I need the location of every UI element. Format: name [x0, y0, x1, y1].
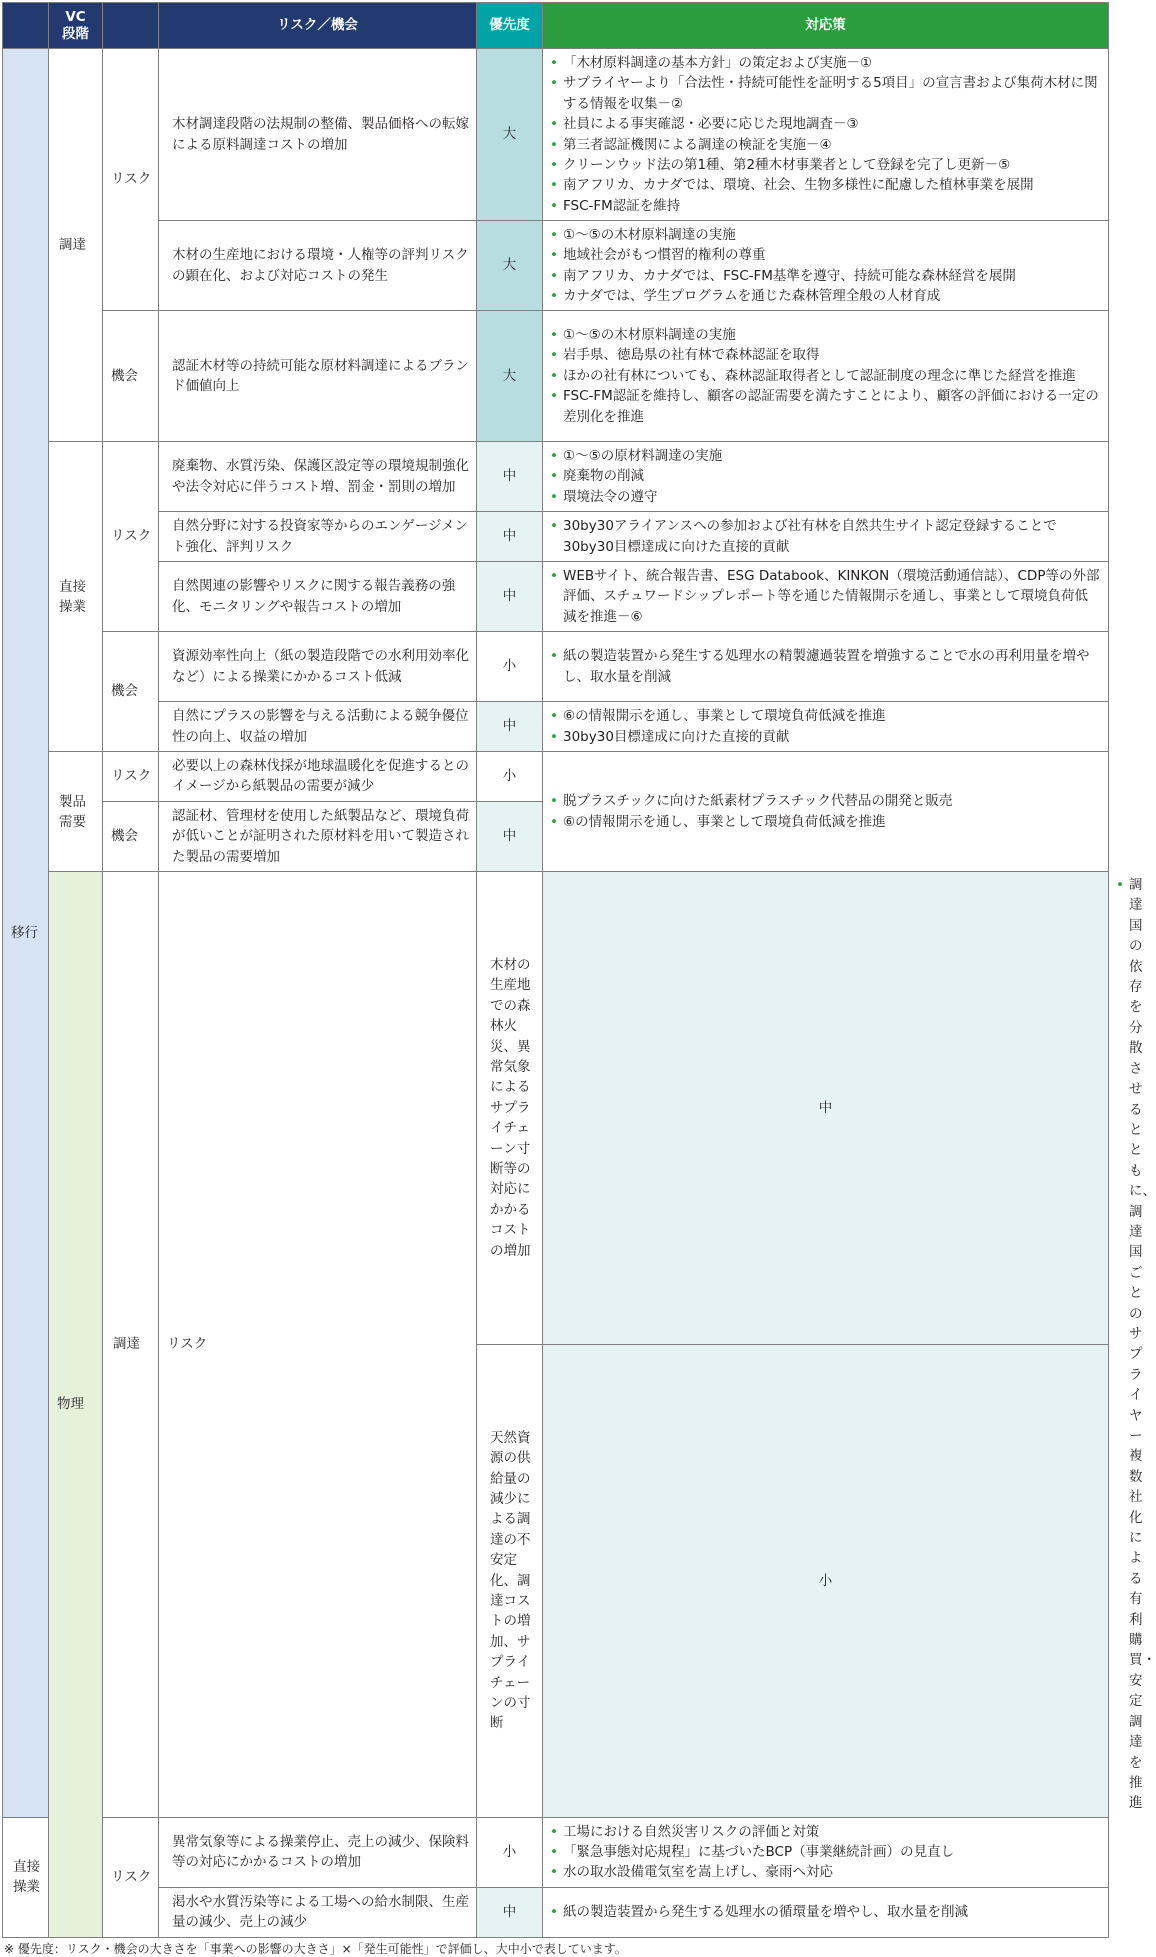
kind-opportunity: 機会: [103, 801, 159, 871]
measure-item: • 水の取水設備電気室を嵩上げし、豪雨へ対応: [550, 1862, 1100, 1882]
measure-item: • ほかの社有林についても、森林認証取得者として認証制度の理念に準じた経営を推進: [550, 366, 1100, 386]
measure-item: • ①～⑤の原材料調達の実施: [550, 446, 1100, 466]
measures-cell: [543, 632, 1109, 702]
measure-item: • 30by30目標達成に向けた直接的貢献: [550, 727, 1100, 747]
risk-text: 木材の生産地での森林火災、異常気象によるサプライチェーン寸断等の対応にかかるコストの増加: [477, 872, 543, 1345]
kind-risk: リスク: [103, 1817, 159, 1937]
stage-procurement: 調達: [103, 872, 159, 1818]
kind-opportunity: 機会: [103, 632, 159, 752]
measure-item: • 30by30アライアンスへの参加および社有林を自然共生サイト認定登録することで30by30目標達成に向けた直接的貢献: [550, 516, 1100, 557]
measure-item: • ①～⑤の木材原料調達の実施: [550, 325, 1100, 345]
table-header-row: [3, 3, 1109, 49]
table-row: [3, 512, 1109, 562]
risk-text: 渇水や水質汚染等による工場への給水制限、生産量の減少、売上の減少: [159, 1887, 477, 1937]
measure-item: • 紙の製造装置から発生する処理水の循環量を増やし、取水量を削減: [550, 1902, 1100, 1922]
kind-risk: リスク: [103, 752, 159, 802]
measures-list: [550, 791, 1100, 832]
kind-opportunity: 機会: [103, 311, 159, 442]
opportunity-text: 認証材、管理材を使用した紙製品など、環境負荷が低いことが証明された原材料を用いて製造された製品の需要増加: [159, 801, 477, 871]
measure-item: • 工場における自然災害リスクの評価と対策: [550, 1822, 1100, 1842]
risk-text: 木材調達段階の法規制の整備、製品価格への転嫁による原料調達コストの増加: [159, 49, 477, 221]
measure-item: • 社員による事実確認・必要に応じた現地調査－③: [550, 114, 1100, 134]
table-row: [3, 562, 1109, 632]
measures-cell: [543, 702, 1109, 752]
priority-cell: 大: [477, 221, 543, 311]
category-physical: 物理: [49, 872, 103, 1938]
kind-risk: リスク: [103, 442, 159, 632]
measure-item: • クリーンウッド法の第1種、第2種木材事業者として登録を完了し更新－⑤: [550, 155, 1100, 175]
measure-item: • 環境法令の遵守: [550, 487, 1100, 507]
header-category: [3, 3, 49, 49]
measure-item: • 脱プラスチックに向けた紙素材プラスチック代替品の開発と販売: [550, 791, 1100, 811]
priority-cell: 小: [477, 752, 543, 802]
opportunity-text: 自然にプラスの影響を与える活動による競争優位性の向上、収益の増加: [159, 702, 477, 752]
stage-direct-operations: 直接 操業: [49, 442, 103, 752]
measure-item: • 南アフリカ、カナダでは、FSC-FM基準を遵守、持続可能な森林経営を展開: [550, 266, 1100, 286]
risk-text: 自然分野に対する投資家等からのエンゲージメント強化、評判リスク: [159, 512, 477, 562]
measure-item: • 地域社会がもつ慣習的権利の尊重: [550, 245, 1100, 265]
header-measures: 対応策: [543, 3, 1109, 49]
measure-item: • 第三者認証機関による調達の検証を実施－④: [550, 135, 1100, 155]
header-kind: [103, 3, 159, 49]
risk-text: 廃棄物、水質汚染、保護区設定等の環境規制強化や法令対応に伴うコスト増、罰金・罰則の増加: [159, 442, 477, 512]
priority-cell: 中: [477, 442, 543, 512]
footnote: ※ 優先度：リスク・機会の大きさを「事業への影響の大きさ」×「発生可能性」で評価し、大中小で表しています。: [4, 1941, 627, 1956]
table-row: [3, 1887, 1109, 1937]
measures-list: [550, 225, 1100, 307]
measure-item: • 岩手県、徳島県の社有林で森林認証を取得: [550, 345, 1100, 365]
measures-cell: [543, 221, 1109, 311]
measure-item: • 調達国の依存を分散させるとともに、調達国ごとのサプライヤー複数社化による有利購買・安定調達を推進: [1116, 875, 1129, 1814]
table-row: [3, 872, 1109, 1345]
measures-cell: [543, 512, 1109, 562]
measures-cell: [543, 49, 1109, 221]
risk-opportunity-table: [2, 2, 1156, 1938]
risk-text: 木材の生産地における環境・人権等の評判リスクの顕在化、および対応コストの発生: [159, 221, 477, 311]
measure-item: • 紙の製造装置から発生する処理水の精製濾過装置を増強することで水の再利用量を増やし、取水量を削減: [550, 646, 1100, 687]
header-vc-stage: VC 段階: [49, 3, 103, 49]
kind-risk: リスク: [103, 49, 159, 311]
measures-list: [550, 1902, 1100, 1922]
header-priority: 優先度: [477, 3, 543, 49]
table-row: [3, 752, 1109, 802]
header-risk-opportunity: リスク／機会: [159, 3, 477, 49]
stage-product-demand: 製品 需要: [49, 752, 103, 872]
priority-cell: 中: [477, 702, 543, 752]
table-row: [3, 221, 1109, 311]
stage-direct-operations: 直接 操業: [3, 1817, 49, 1937]
measure-item: • WEBサイト、統合報告書、ESG Databook、KINKON（環境活動通信誌）、CDP等の外部評価、スチュワードシップレポート等を通じた情報開示を通し、事業として環境負荷低減を推進－⑥: [550, 566, 1100, 627]
measures-list: [550, 646, 1100, 687]
measures-list: [550, 566, 1100, 627]
stage-procurement: 調達: [49, 49, 103, 442]
measure-item: • サプライヤーより「合法性・持続可能性を証明する5項目」の宣言書および集荷木材に関する情報を収集－②: [550, 73, 1100, 114]
measures-list: [550, 516, 1100, 557]
measures-list: [550, 325, 1100, 427]
measure-item: • ⑥の情報開示を通し、事業として環境負荷低減を推進: [550, 706, 1100, 726]
measures-list: [550, 446, 1100, 507]
category-transition: 移行: [3, 49, 49, 1818]
table-row: [3, 702, 1109, 752]
priority-cell: 中: [477, 562, 543, 632]
measures-list: [550, 53, 1100, 216]
table-row: [3, 632, 1109, 702]
measures-cell: [543, 311, 1109, 442]
priority-cell: 中: [477, 801, 543, 871]
opportunity-text: 認証木材等の持続可能な原材料調達によるブランド価値向上: [159, 311, 477, 442]
table-row: [3, 1817, 1109, 1887]
table-row: [3, 49, 1109, 221]
risk-text: 天然資源の供給量の減少による調達の不安定化、調達コストの増加、サプライチェーンの寸断: [477, 1344, 543, 1817]
measures-cell: [543, 1817, 1109, 1887]
measure-item: • ①～⑤の木材原料調達の実施: [550, 225, 1100, 245]
measure-item: • FSC-FM認証を維持し、顧客の認証需要を満たすことにより、顧客の評価における一定の差別化を推進: [550, 386, 1100, 427]
table-row: [3, 442, 1109, 512]
measure-item: • 廃棄物の削減: [550, 466, 1100, 486]
measure-item: • 「緊急事態対応規程」に基づいたBCP（事業継続計画）の見直し: [550, 1842, 1100, 1862]
risk-text: 異常気象等による操業停止、売上の減少、保険料等の対応にかかるコストの増加: [159, 1817, 477, 1887]
priority-cell: 中: [543, 872, 1109, 1345]
measures-list: [550, 706, 1100, 747]
measures-list: [550, 1822, 1100, 1883]
priority-cell: 大: [477, 49, 543, 221]
measure-item: • FSC-FM認証を維持: [550, 196, 1100, 216]
measures-cell: [543, 1887, 1109, 1937]
measure-item: • 南アフリカ、カナダでは、環境、社会、生物多様性に配慮した植林事業を展開: [550, 175, 1100, 195]
risk-text: 自然関連の影響やリスクに関する報告義務の強化、モニタリングや報告コストの増加: [159, 562, 477, 632]
priority-cell: 大: [477, 311, 543, 442]
measures-cell: [543, 752, 1109, 872]
kind-risk: リスク: [159, 872, 477, 1818]
measure-item: • ⑥の情報開示を通し、事業として環境負荷低減を推進: [550, 812, 1100, 832]
opportunity-text: 資源効率性向上（紙の製造段階での水利用効率化など）による操業にかかるコスト低減: [159, 632, 477, 702]
priority-cell: 中: [477, 1887, 543, 1937]
measure-item: • 「木材原料調達の基本方針」の策定および実施－①: [550, 53, 1100, 73]
risk-text: 必要以上の森林伐採が地球温暖化を促進するとのイメージから紙製品の需要が減少: [159, 752, 477, 802]
priority-cell: 中: [477, 512, 543, 562]
measures-cell: [543, 442, 1109, 512]
measure-item: • カナダでは、学生プログラムを通じた森林管理全般の人材育成: [550, 286, 1100, 306]
priority-cell: 小: [477, 1817, 543, 1887]
priority-cell: 小: [543, 1344, 1109, 1817]
measures-cell: [543, 562, 1109, 632]
priority-cell: 小: [477, 632, 543, 702]
table-row: [3, 311, 1109, 442]
